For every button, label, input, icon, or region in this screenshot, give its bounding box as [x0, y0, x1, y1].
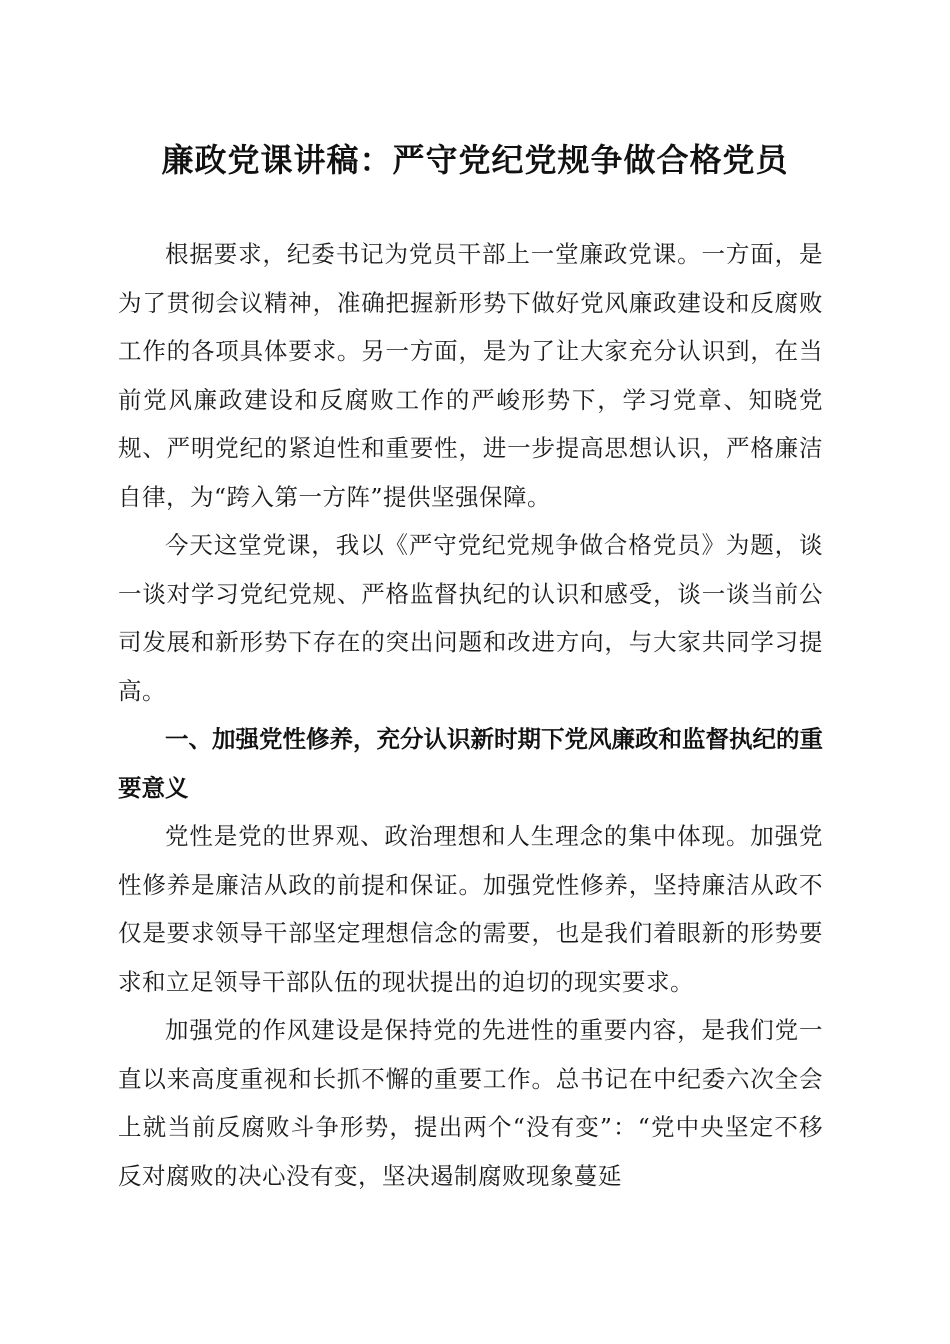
section-1-paragraph-2: 加强党的作风建设是保持党的先进性的重要内容，是我们党一直以来高度重视和长抓不懈的重要工作。总书记在中纪委六次全会上就当前反腐败斗争形势，提出两个“没有变”：“党中央坚定不移反对腐败的决心没有变，坚决遏制腐败现象蔓延	[118, 1016, 823, 1190]
document-body	[118, 230, 823, 1200]
intro-paragraph-2: 今天这堂党课，我以《严守党纪党规争做合格党员》为题，谈一谈对学习党纪党规、严格监督执纪的认识和感受，谈一谈当前公司发展和新形势下存在的突出问题和改进方向，与大家共同学习提高。	[118, 531, 823, 705]
section-1-heading: 一、加强党性修养，充分认识新时期下党风廉政和监督执纪的重要意义	[118, 725, 823, 802]
document-title: 廉政党课讲稿：严守党纪党规争做合格党员	[161, 141, 789, 179]
intro-paragraph-1: 根据要求，纪委书记为党员干部上一堂廉政党课。一方面，是为了贯彻会议精神，准确把握新形势下做好党风廉政建设和反腐败工作的各项具体要求。另一方面，是为了让大家充分认识到，在当前党风廉政建设和反腐败工作的严峻形势下，学习党章、知晓党规、严明党纪的紧迫性和重要性，进一步提高思想认识，严格廉洁自律，为“跨入第一方阵”提供坚强保障。	[118, 240, 823, 511]
section-1-paragraph-1: 党性是党的世界观、政治理想和人生理念的集中体现。加强党性修养是廉洁从政的前提和保证。加强党性修养，坚持廉洁从政不仅是要求领导干部坚定理想信念的需要，也是我们着眼新的形势要求和立足领导干部队伍的现状提出的迫切的现实要求。	[118, 822, 823, 996]
